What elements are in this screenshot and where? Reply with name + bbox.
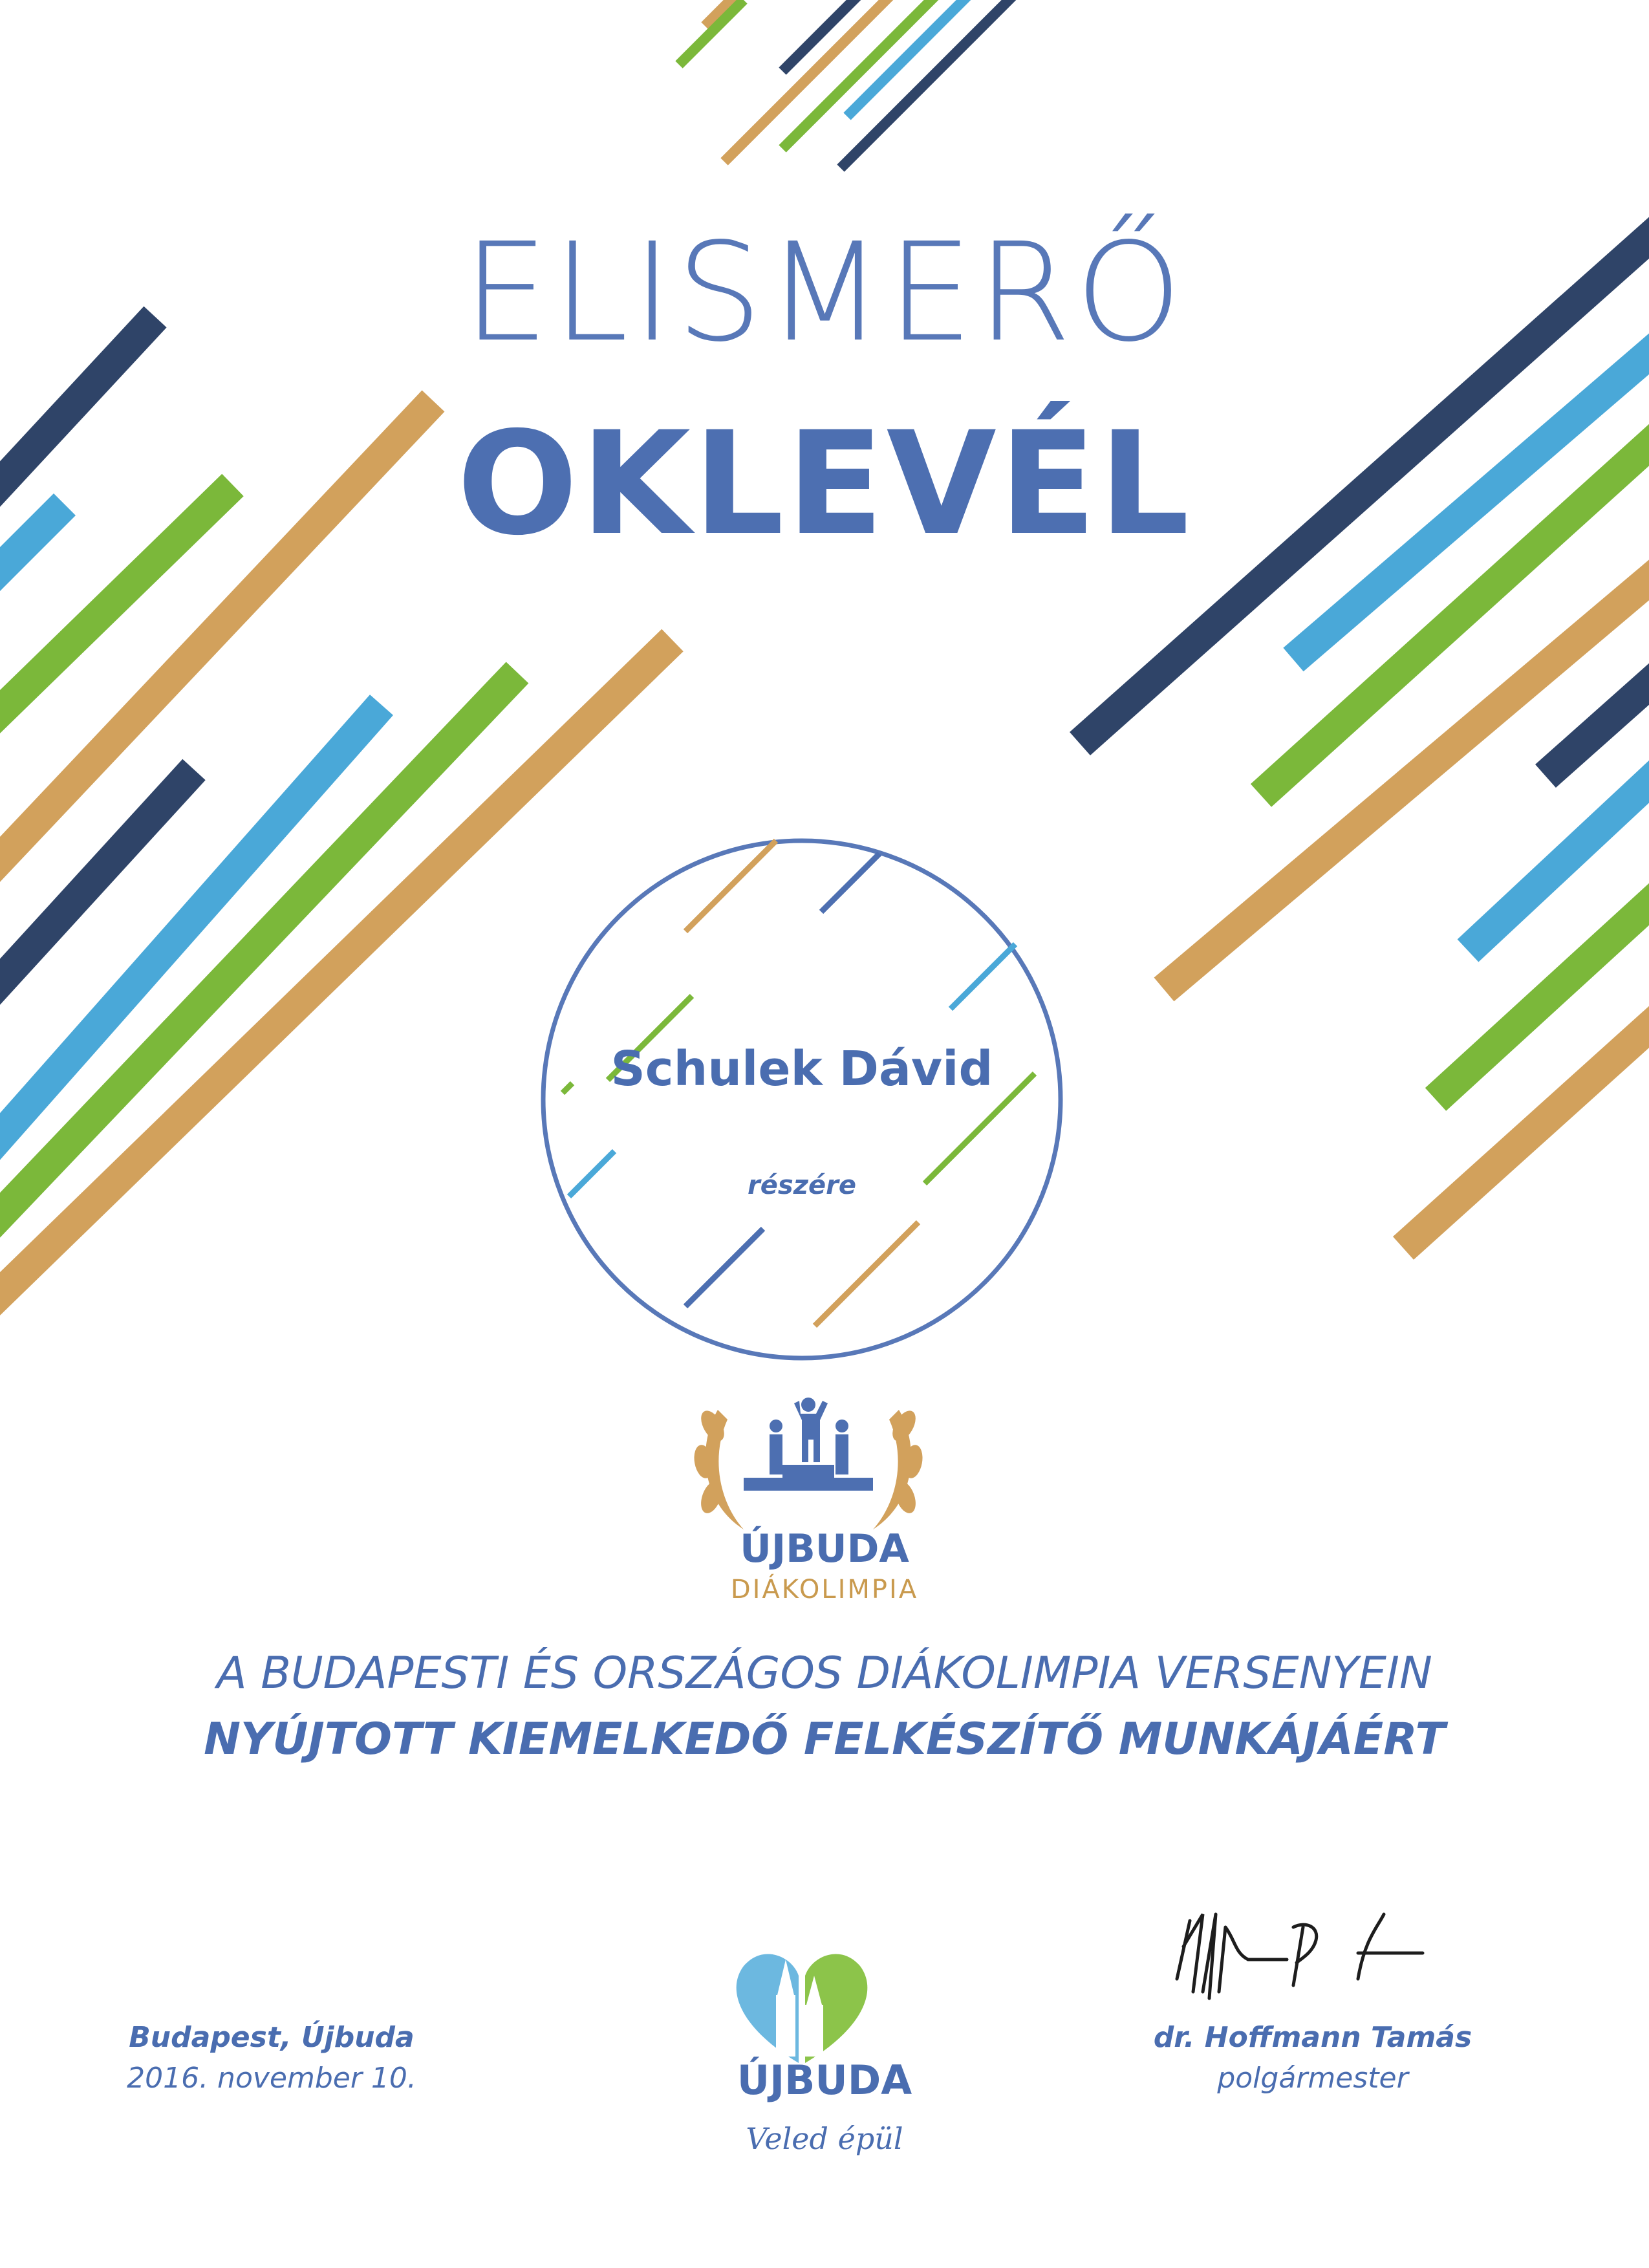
issue-place: Budapest, Újbuda — [129, 2021, 415, 2054]
signature — [1164, 1901, 1449, 2031]
title-elismero: ELISMERŐ — [463, 213, 1186, 372]
diakolimpia-logo-name: ÚJBUDA — [740, 1526, 909, 1571]
stripe-green — [679, 0, 744, 65]
issue-date: 2016. november 10. — [127, 2062, 416, 2095]
citation-line-1: A BUDAPESTI ÉS ORSZÁGOS DIÁKOLIMPIA VERSENYEIN — [217, 1648, 1432, 1699]
ujbuda-slogan: Veled épül — [746, 2121, 903, 2156]
stripe-gold — [1403, 1015, 1649, 1248]
name-circle — [537, 834, 1067, 1365]
ujbuda-heart-icon — [718, 1934, 886, 2069]
citation-line-2: NYÚJTOTT KIEMELKEDŐ FELKÉSZÍTŐ MUNKÁJÁÉRT — [204, 1714, 1445, 1765]
recipient-name: Schulek Dávid — [610, 1041, 993, 1097]
stripe-gold — [1164, 569, 1649, 989]
diakolimpia-logo-subtitle: DIÁKOLIMPIA — [730, 1575, 919, 1604]
signer-title: polgármester — [1217, 2062, 1408, 2095]
ujbuda-logo-name: ÚJBUDA — [737, 2057, 912, 2104]
stripe-navy — [1546, 673, 1649, 776]
signer-name: dr. Hoffmann Tamás — [1153, 2021, 1472, 2054]
recipient-suffix: részére — [748, 1171, 856, 1200]
title-oklevel: OKLEVÉL — [457, 401, 1192, 567]
